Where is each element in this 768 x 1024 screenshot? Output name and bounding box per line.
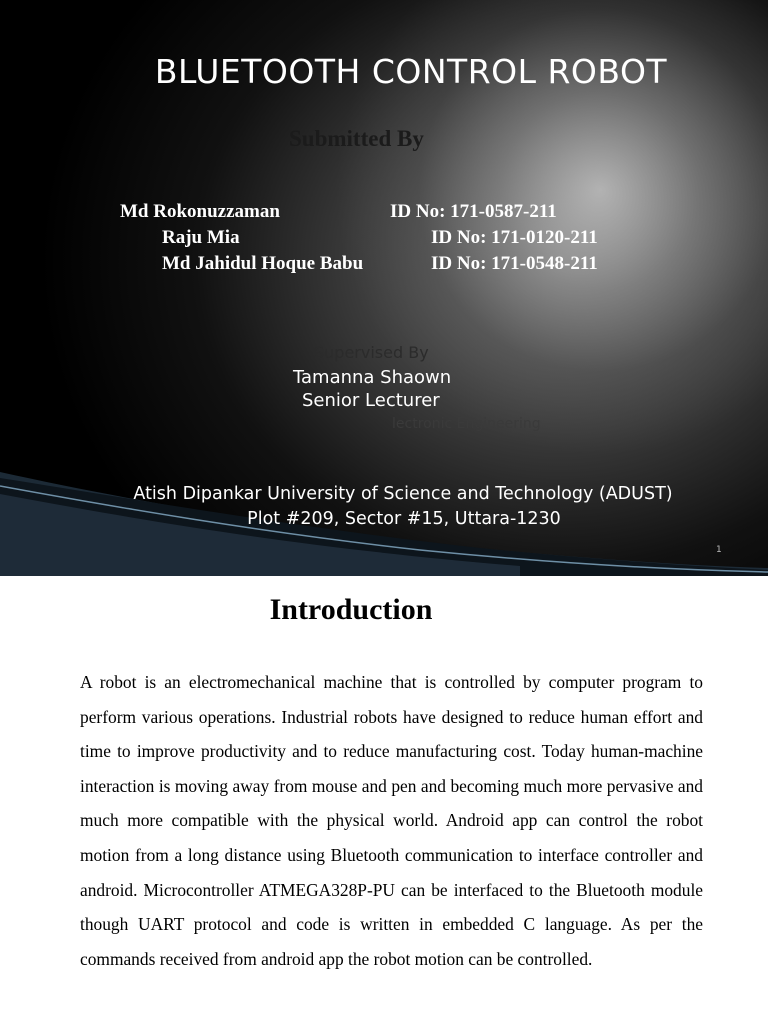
university-address: Plot #209, Sector #15, Uttara-1230 bbox=[247, 509, 561, 529]
member-name: Md Rokonuzzaman bbox=[120, 201, 280, 222]
university-name: Atish Dipankar University of Science and Technology (ADUST) bbox=[133, 484, 673, 504]
member-name: Md Jahidul Hoque Babu bbox=[162, 253, 364, 274]
supervisor-name: Tamanna Shaown bbox=[293, 367, 452, 388]
slide-title: BLUETOOTH CONTROL ROBOT bbox=[154, 52, 668, 91]
member-id: ID No: 171-0120-211 bbox=[431, 227, 598, 248]
introduction-heading: Introduction bbox=[269, 593, 433, 626]
slide-number: 1 bbox=[716, 545, 722, 555]
member-id: ID No: 171-0548-211 bbox=[431, 253, 598, 274]
supervised-by-label: Supervised By bbox=[314, 343, 429, 362]
supervisor-title: Senior Lecturer bbox=[302, 390, 440, 411]
member-id: ID No: 171-0587-211 bbox=[390, 201, 557, 222]
introduction-page bbox=[0, 576, 768, 1024]
introduction-paragraph: A robot is an electromechanical machine that is controlled by computer program to perform various operations. Industrial robots have designed to reduce human effort and time to improve productivity and to reduce manufacturing cost. Today human-machine interaction is moving away from mouse and pen and becoming much more pervasive and much more compatible with the physical world. Android app can control the robot motion from a long distance using Bluetooth communication to interface controller and android. Microcontroller ATMEGA328P-PU can be interfaced to the Bluetooth module though UART protocol and code is written in embedded C language. As per the commands received from android app the robot motion can be controlled. bbox=[80, 672, 703, 969]
department-label: lectronic Engineering bbox=[392, 416, 541, 432]
submitted-by-label: Submitted By bbox=[289, 126, 424, 151]
member-name: Raju Mia bbox=[162, 227, 240, 248]
